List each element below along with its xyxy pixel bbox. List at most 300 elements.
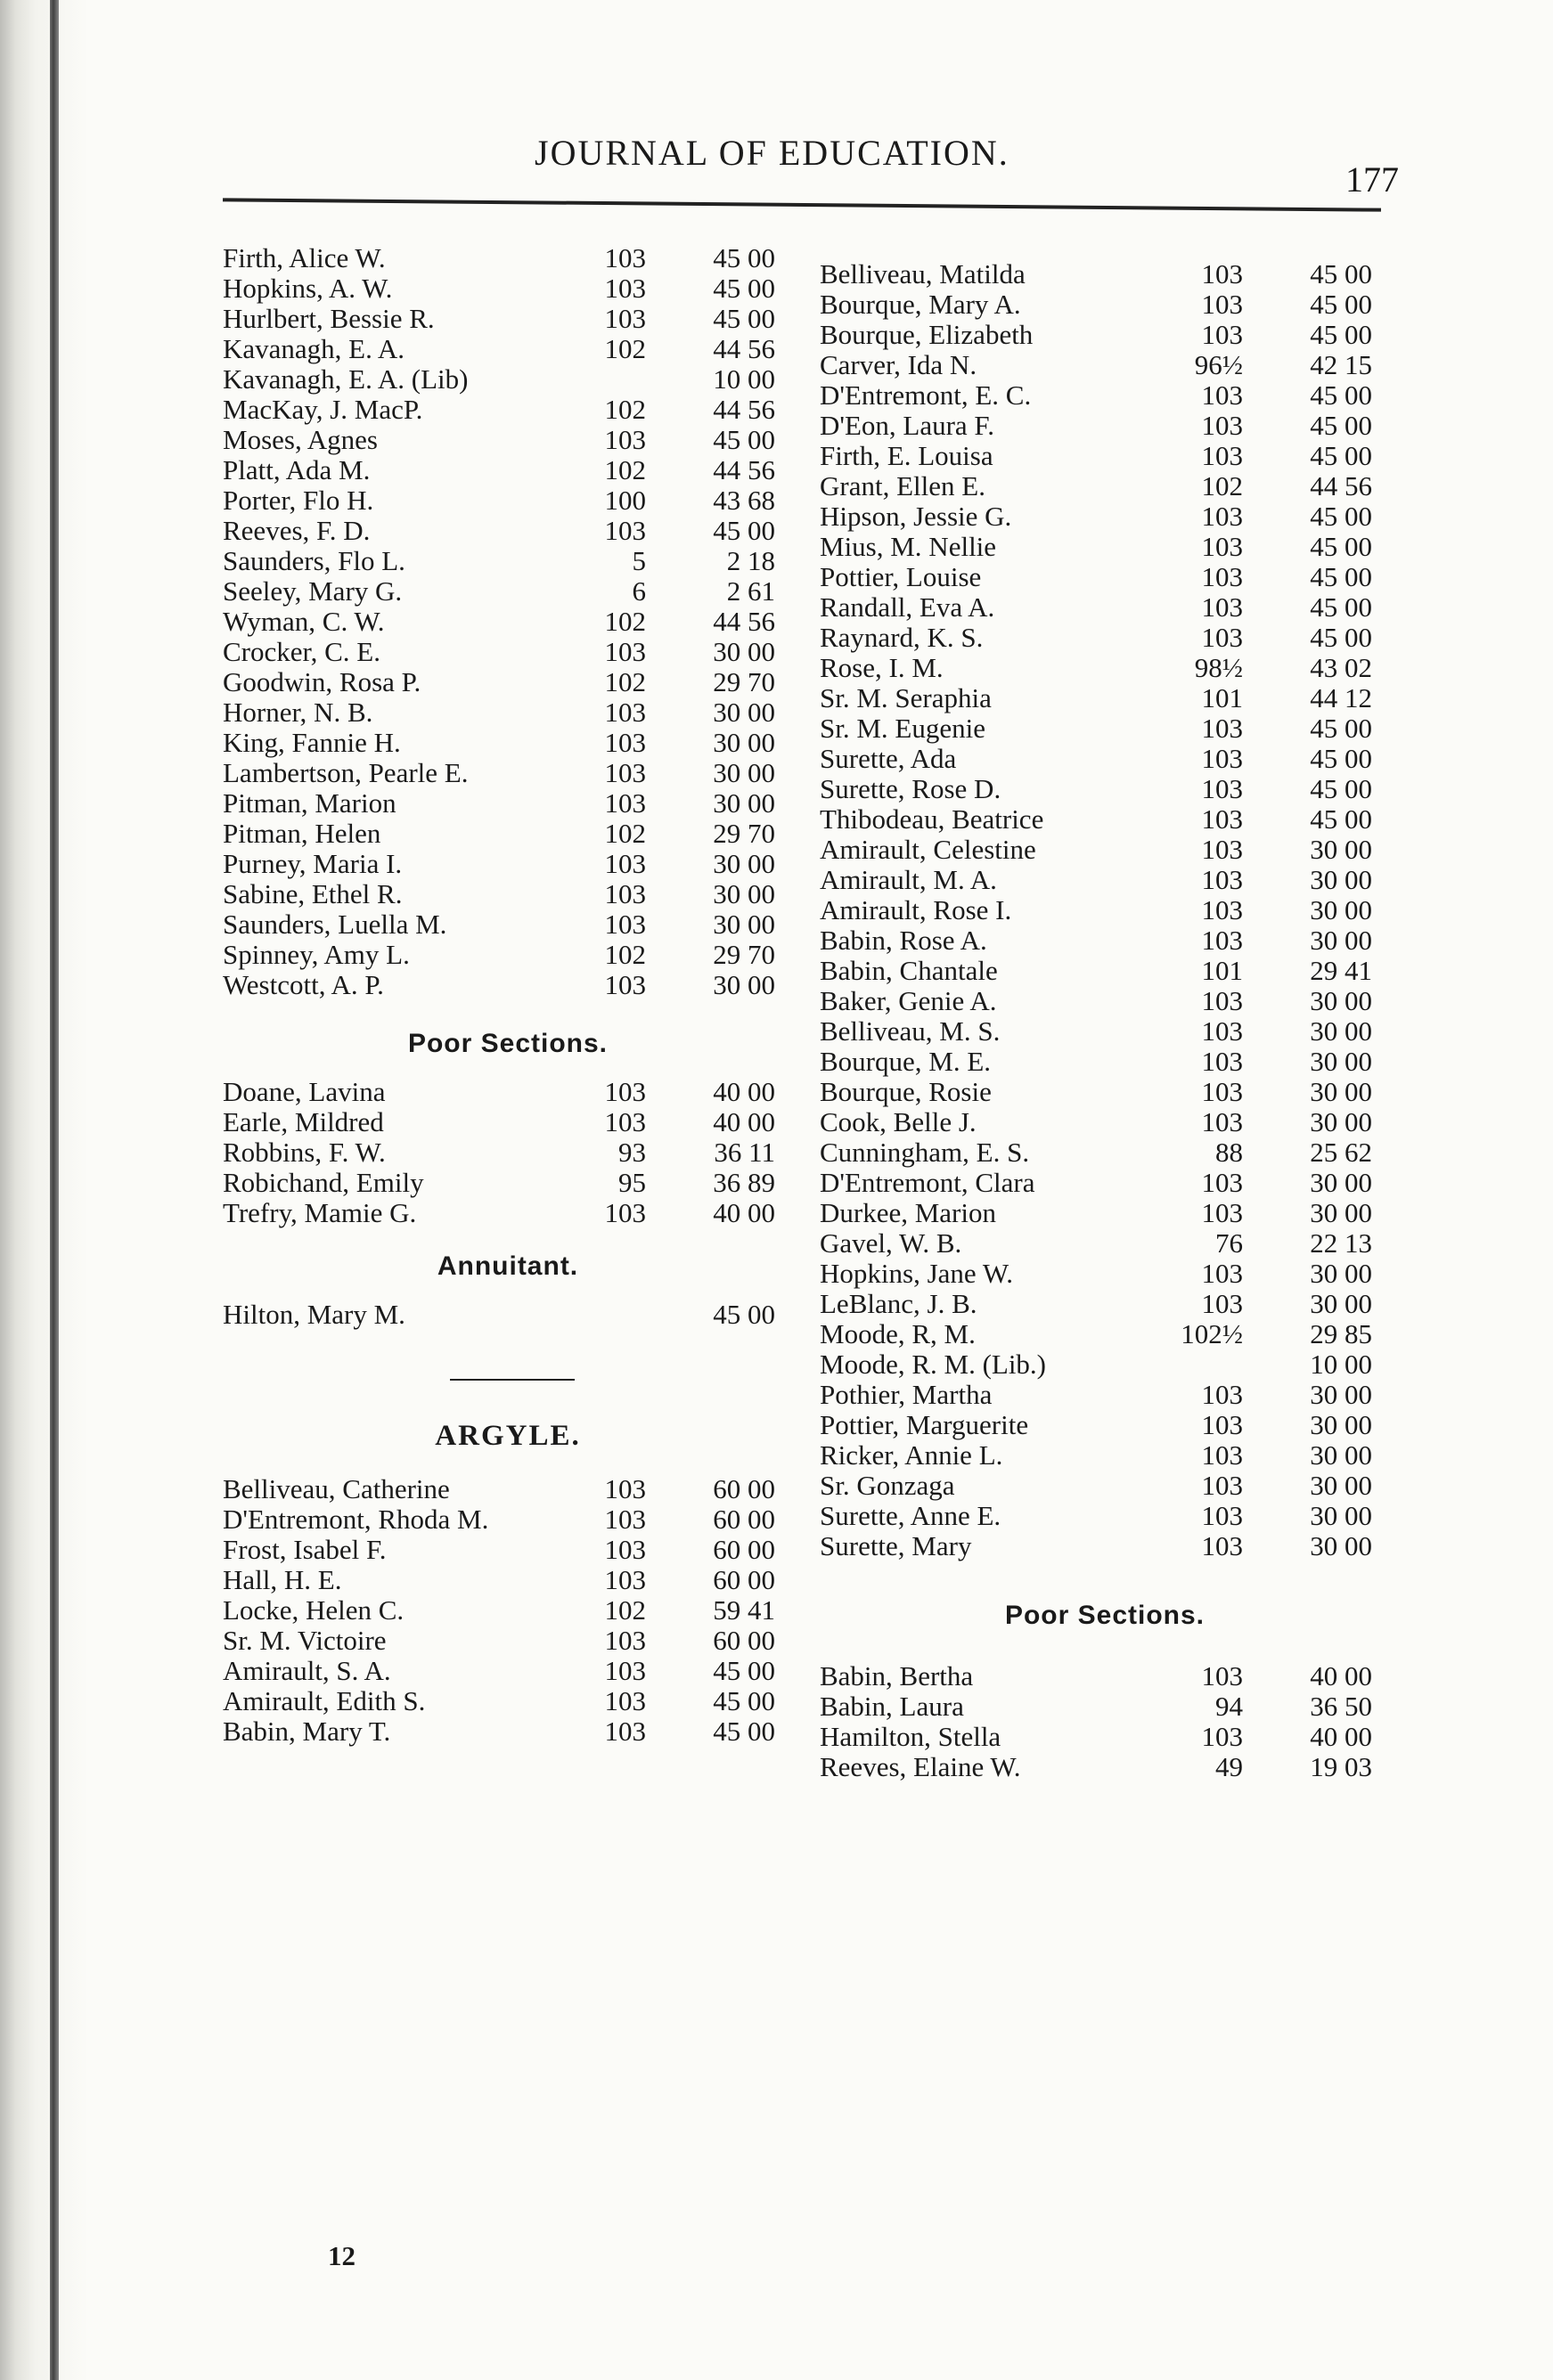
entry-amount: 43 02 [1310, 652, 1372, 683]
list-item [820, 258, 1390, 289]
entry-grade: 103 [604, 515, 646, 546]
list-item [223, 1137, 793, 1167]
entry-amount: 45 00 [1310, 258, 1372, 289]
signature-mark: 12 [328, 2240, 356, 2271]
list-item [223, 606, 793, 636]
entry-name: Rose, I. M. [820, 652, 944, 683]
list-item [223, 1504, 793, 1534]
list-item [820, 1288, 1390, 1318]
entry-amount: 45 00 [1310, 591, 1372, 623]
entry-name: Amirault, Celestine [820, 834, 1036, 865]
list-item [223, 363, 793, 394]
entry-name: Bourque, Elizabeth [820, 319, 1034, 350]
entry-amount: 30 00 [1310, 1167, 1372, 1198]
entry-amount: 30 00 [1310, 834, 1372, 865]
entry-grade: 103 [1201, 1015, 1243, 1047]
list-item [820, 1167, 1390, 1197]
list-item [820, 531, 1390, 561]
entry-name: Pitman, Helen [223, 818, 381, 849]
header-rule [223, 198, 1381, 211]
entry-grade: 5 [632, 545, 646, 576]
list-item [820, 410, 1390, 440]
entry-amount: 30 00 [1310, 864, 1372, 895]
annuitant-heading: Annuitant. [437, 1251, 579, 1281]
page-number: 177 [1345, 159, 1399, 200]
entry-grade: 102 [604, 394, 646, 425]
entry-grade: 6 [632, 575, 646, 607]
list-item [223, 878, 793, 909]
list-item [223, 424, 793, 454]
right-list-main [820, 258, 1390, 1561]
left-poor-sections-heading: Poor Sections. [407, 1029, 609, 1058]
list-item [820, 803, 1390, 834]
entry-grade: 103 [1201, 864, 1243, 895]
entry-name: Hamilton, Stella [820, 1721, 1001, 1752]
entry-grade: 103 [1201, 803, 1243, 835]
list-item [223, 545, 793, 575]
entry-amount: 30 00 [1310, 1500, 1372, 1531]
list-item [820, 682, 1390, 713]
entry-name: Robichand, Emily [223, 1167, 424, 1198]
entry-amount: 45 00 [713, 1716, 775, 1747]
running-head-title: JOURNAL OF EDUCATION. [535, 133, 1009, 173]
entry-grade: 103 [604, 1504, 646, 1535]
entry-name: Bourque, M. E. [820, 1046, 992, 1077]
list-item [223, 575, 793, 606]
entry-name: Pottier, Louise [820, 561, 982, 592]
list-item [223, 454, 793, 485]
entry-name: Westcott, A. P. [223, 969, 384, 1000]
entry-amount: 30 00 [713, 787, 775, 819]
list-item [820, 1409, 1390, 1439]
entry-grade: 103 [1201, 1046, 1243, 1077]
list-item [820, 743, 1390, 773]
entry-grade: 103 [604, 727, 646, 758]
entry-grade: 103 [1201, 834, 1243, 865]
entry-grade: 103 [604, 757, 646, 788]
list-item [223, 1716, 793, 1746]
entry-name: Hipson, Jessie G. [820, 501, 1012, 532]
entry-grade: 102 [604, 1594, 646, 1626]
entry-name: King, Fannie H. [223, 727, 401, 758]
entry-grade: 49 [1215, 1751, 1243, 1782]
entry-amount: 60 00 [713, 1564, 775, 1595]
entry-grade: 103 [1201, 894, 1243, 925]
entry-name: Ricker, Annie L. [820, 1439, 1003, 1471]
entry-name: Hurlbert, Bessie R. [223, 303, 435, 334]
entry-amount: 40 00 [1310, 1721, 1372, 1752]
list-item [223, 848, 793, 878]
entry-name: Horner, N. B. [223, 697, 373, 728]
entry-amount: 44 56 [713, 394, 775, 425]
list-item [820, 622, 1390, 652]
entry-grade: 102 [604, 818, 646, 849]
entry-grade: 102 [604, 606, 646, 637]
entry-grade: 103 [1201, 410, 1243, 441]
entry-name: Reeves, Elaine W. [820, 1751, 1021, 1782]
entry-name: Hopkins, A. W. [223, 273, 393, 304]
entry-amount: 30 00 [1310, 985, 1372, 1016]
entry-grade: 103 [1201, 591, 1243, 623]
list-item [223, 727, 793, 757]
entry-grade: 101 [1201, 955, 1243, 986]
entry-grade: 102 [604, 939, 646, 970]
argyle-list [223, 1473, 793, 1746]
entry-amount: 45 00 [713, 273, 775, 304]
list-item [223, 1594, 793, 1625]
list-item [223, 1299, 793, 1329]
entry-amount: 45 00 [1310, 501, 1372, 532]
entry-name: Platt, Ada M. [223, 454, 371, 485]
entry-name: Baker, Genie A. [820, 985, 997, 1016]
entry-amount: 30 00 [713, 878, 775, 909]
entry-name: Kavanagh, E. A. (Lib) [223, 363, 469, 395]
entry-amount: 30 00 [1310, 1288, 1372, 1319]
entry-name: Surette, Anne E. [820, 1500, 1001, 1531]
entry-amount: 30 00 [713, 727, 775, 758]
list-item [223, 394, 793, 424]
entry-grade: 103 [1201, 713, 1243, 744]
list-item [820, 1106, 1390, 1137]
list-item [223, 1197, 793, 1227]
entry-grade: 102 [604, 666, 646, 697]
list-item [820, 773, 1390, 803]
entry-name: Cunningham, E. S. [820, 1137, 1030, 1168]
entry-grade: 101 [1201, 682, 1243, 713]
entry-name: Saunders, Flo L. [223, 545, 405, 576]
entry-amount: 2 61 [726, 575, 775, 607]
entry-amount: 40 00 [713, 1076, 775, 1107]
list-item [820, 1439, 1390, 1470]
entry-amount: 45 00 [713, 424, 775, 455]
list-item [820, 1227, 1390, 1258]
list-item [820, 1318, 1390, 1349]
entry-amount: 60 00 [713, 1625, 775, 1656]
list-item [820, 379, 1390, 410]
entry-amount: 30 00 [713, 909, 775, 940]
list-item [820, 1015, 1390, 1046]
entry-amount: 45 00 [1310, 773, 1372, 804]
entry-name: Pitman, Marion [223, 787, 396, 819]
entry-name: Surette, Ada [820, 743, 957, 774]
page-binding-shadow [0, 0, 89, 2380]
entry-grade: 103 [604, 1473, 646, 1504]
entry-grade: 102 [1201, 470, 1243, 501]
list-item [223, 1473, 793, 1504]
entry-amount: 44 12 [1310, 682, 1372, 713]
annuitant-list [223, 1299, 793, 1329]
entry-name: Babin, Rose A. [820, 925, 987, 956]
list-item [223, 666, 793, 697]
entry-grade: 88 [1215, 1137, 1243, 1168]
entry-grade: 103 [604, 1716, 646, 1747]
entry-amount: 30 00 [713, 697, 775, 728]
entry-amount: 10 00 [713, 363, 775, 395]
entry-name: Sabine, Ethel R. [223, 878, 403, 909]
entry-amount: 44 56 [1310, 470, 1372, 501]
entry-amount: 10 00 [1310, 1349, 1372, 1380]
list-item [820, 440, 1390, 470]
list-item [820, 985, 1390, 1015]
entry-amount: 59 41 [713, 1594, 775, 1626]
entry-name: Belliveau, Catherine [223, 1473, 450, 1504]
entry-grade: 103 [604, 878, 646, 909]
entry-amount: 60 00 [713, 1473, 775, 1504]
entry-grade: 93 [618, 1137, 646, 1168]
entry-amount: 45 00 [713, 1685, 775, 1716]
entry-name: Lambertson, Pearle E. [223, 757, 469, 788]
entry-name: D'Entremont, Clara [820, 1167, 1035, 1198]
list-item [820, 834, 1390, 864]
entry-grade: 103 [1201, 379, 1243, 411]
entry-name: Surette, Mary [820, 1530, 972, 1561]
list-item [223, 1106, 793, 1137]
entry-name: Locke, Helen C. [223, 1594, 405, 1626]
list-item [820, 1137, 1390, 1167]
entry-amount: 29 41 [1310, 955, 1372, 986]
list-item [820, 1691, 1390, 1721]
entry-grade: 103 [1201, 622, 1243, 653]
entry-amount: 43 68 [713, 485, 775, 516]
entry-name: Reeves, F. D. [223, 515, 371, 546]
entry-name: Crocker, C. E. [223, 636, 380, 667]
entry-name: Cook, Belle J. [820, 1106, 977, 1137]
entry-amount: 45 00 [1310, 289, 1372, 320]
entry-amount: 45 00 [713, 303, 775, 334]
list-item [820, 925, 1390, 955]
entry-name: LeBlanc, J. B. [820, 1288, 977, 1319]
entry-amount: 30 00 [1310, 894, 1372, 925]
entry-grade: 103 [604, 1534, 646, 1565]
list-item [223, 273, 793, 303]
list-item [820, 652, 1390, 682]
entry-name: Surette, Rose D. [820, 773, 1001, 804]
entry-grade: 103 [604, 1625, 646, 1656]
entry-grade: 103 [1201, 1197, 1243, 1228]
entry-amount: 45 00 [1310, 410, 1372, 441]
entry-grade: 103 [604, 697, 646, 728]
entry-name: Hall, H. E. [223, 1564, 342, 1595]
list-item [820, 561, 1390, 591]
entry-name: Firth, E. Louisa [820, 440, 993, 471]
entry-grade: 100 [604, 485, 646, 516]
list-item [820, 1197, 1390, 1227]
entry-amount: 60 00 [713, 1504, 775, 1535]
entry-amount: 36 89 [713, 1167, 775, 1198]
list-item [820, 1751, 1390, 1781]
entry-amount: 40 00 [713, 1106, 775, 1137]
entry-name: Hilton, Mary M. [223, 1299, 405, 1330]
entry-amount: 30 00 [1310, 925, 1372, 956]
entry-name: Raynard, K. S. [820, 622, 984, 653]
entry-grade: 103 [604, 273, 646, 304]
entry-amount: 45 00 [1310, 319, 1372, 350]
entry-grade: 103 [604, 636, 646, 667]
list-item [820, 501, 1390, 531]
entry-name: Pottier, Marguerite [820, 1409, 1029, 1440]
list-item [223, 242, 793, 273]
entry-amount: 29 85 [1310, 1318, 1372, 1349]
list-item [820, 1046, 1390, 1076]
entry-name: Goodwin, Rosa P. [223, 666, 421, 697]
entry-grade: 103 [1201, 1258, 1243, 1289]
entry-amount: 30 00 [713, 757, 775, 788]
entry-amount: 44 56 [713, 454, 775, 485]
entry-amount: 30 00 [1310, 1046, 1372, 1077]
section-divider [223, 1352, 793, 1404]
entry-name: D'Entremont, Rhoda M. [223, 1504, 489, 1535]
list-item [223, 636, 793, 666]
entry-name: Purney, Maria I. [223, 848, 403, 879]
entry-name: Babin, Bertha [820, 1660, 974, 1691]
list-item [820, 591, 1390, 622]
entry-name: Earle, Mildred [223, 1106, 384, 1137]
list-item [820, 289, 1390, 319]
entry-name: Hopkins, Jane W. [820, 1258, 1013, 1289]
entry-amount: 30 00 [1310, 1409, 1372, 1440]
entry-name: Durkee, Marion [820, 1197, 996, 1228]
entry-name: Mius, M. Nellie [820, 531, 997, 562]
entry-grade: 103 [604, 303, 646, 334]
entry-name: D'Entremont, E. C. [820, 379, 1032, 411]
entry-amount: 40 00 [713, 1197, 775, 1228]
list-item [223, 1625, 793, 1655]
entry-grade: 103 [1201, 531, 1243, 562]
entry-name: Gavel, W. B. [820, 1227, 962, 1259]
entry-amount: 42 15 [1310, 349, 1372, 380]
entry-name: Amirault, Edith S. [223, 1685, 426, 1716]
entry-amount: 30 00 [713, 969, 775, 1000]
entry-grade: 103 [1201, 1106, 1243, 1137]
entry-grade: 103 [1201, 258, 1243, 289]
entry-amount: 30 00 [713, 636, 775, 667]
list-item [820, 894, 1390, 925]
entry-grade: 103 [1201, 1660, 1243, 1691]
entry-name: Randall, Eva A. [820, 591, 995, 623]
entry-amount: 36 11 [714, 1137, 775, 1168]
entry-name: Firth, Alice W. [223, 242, 386, 273]
entry-amount: 45 00 [1310, 379, 1372, 411]
entry-grade: 103 [604, 909, 646, 940]
entry-grade: 103 [1201, 561, 1243, 592]
entry-grade: 103 [1201, 1409, 1243, 1440]
entry-grade: 103 [1201, 1167, 1243, 1198]
entry-amount: 29 70 [713, 939, 775, 970]
list-item [223, 485, 793, 515]
list-item [820, 1258, 1390, 1288]
list-item [820, 1530, 1390, 1561]
list-item [223, 939, 793, 969]
entry-grade: 103 [604, 848, 646, 879]
entry-grade: 103 [1201, 1721, 1243, 1752]
entry-amount: 2 18 [726, 545, 775, 576]
entry-name: Porter, Flo H. [223, 485, 374, 516]
entry-name: D'Eon, Laura F. [820, 410, 994, 441]
list-item [223, 303, 793, 333]
list-item [223, 909, 793, 939]
entry-amount: 45 00 [1310, 561, 1372, 592]
right-poor-sections-heading: Poor Sections. [1004, 1601, 1206, 1630]
entry-grade: 103 [604, 1106, 646, 1137]
entry-name: Kavanagh, E. A. [223, 333, 405, 364]
entry-name: Bourque, Rosie [820, 1076, 992, 1107]
entry-amount: 30 00 [1310, 1015, 1372, 1047]
entry-name: Moode, R, M. [820, 1318, 976, 1349]
entry-amount: 45 00 [1310, 622, 1372, 653]
entry-name: Amirault, Rose I. [820, 894, 1012, 925]
entry-name: Babin, Chantale [820, 955, 998, 986]
entry-grade: 95 [618, 1167, 646, 1198]
entry-amount: 45 00 [713, 1655, 775, 1686]
entry-grade: 103 [1201, 1500, 1243, 1531]
entry-grade: 103 [1201, 985, 1243, 1016]
entry-name: Babin, Laura [820, 1691, 964, 1722]
entry-name: Pothier, Martha [820, 1379, 993, 1410]
entry-name: Robbins, F. W. [223, 1137, 386, 1168]
entry-amount: 45 00 [1310, 803, 1372, 835]
entry-grade: 103 [1201, 319, 1243, 350]
entry-grade: 96½ [1194, 349, 1243, 380]
list-item [223, 1685, 793, 1716]
list-item [820, 864, 1390, 894]
entry-amount: 25 62 [1310, 1137, 1372, 1168]
entry-amount: 29 70 [713, 666, 775, 697]
entry-amount: 30 00 [1310, 1106, 1372, 1137]
list-item [820, 1349, 1390, 1379]
list-item [223, 1076, 793, 1106]
entry-grade: 103 [604, 242, 646, 273]
list-item [820, 1721, 1390, 1751]
entry-grade: 103 [604, 1564, 646, 1595]
entry-name: Saunders, Luella M. [223, 909, 447, 940]
entry-name: Thibodeau, Beatrice [820, 803, 1044, 835]
list-item [223, 1167, 793, 1197]
entry-amount: 45 00 [1310, 440, 1372, 471]
entry-grade: 103 [1201, 1530, 1243, 1561]
entry-amount: 29 70 [713, 818, 775, 849]
entry-amount: 45 00 [1310, 713, 1372, 744]
entry-grade: 103 [604, 1655, 646, 1686]
list-item [820, 319, 1390, 349]
entry-grade: 103 [1201, 1288, 1243, 1319]
entry-name: Amirault, M. A. [820, 864, 997, 895]
entry-amount: 36 50 [1310, 1691, 1372, 1722]
list-item [223, 333, 793, 363]
list-item [820, 1470, 1390, 1500]
entry-grade: 103 [1201, 925, 1243, 956]
entry-name: Carver, Ida N. [820, 349, 977, 380]
entry-name: Wyman, C. W. [223, 606, 385, 637]
entry-grade: 76 [1215, 1227, 1243, 1259]
list-item [223, 969, 793, 999]
list-item [223, 1534, 793, 1564]
right-poor-sections-list [820, 1660, 1390, 1781]
entry-grade: 103 [1201, 1076, 1243, 1107]
left-poor-sections-list [223, 1076, 793, 1227]
list-item [820, 713, 1390, 743]
entry-name: Belliveau, Matilda [820, 258, 1026, 289]
entry-name: Doane, Lavina [223, 1076, 386, 1107]
list-item [820, 1500, 1390, 1530]
list-item [820, 1379, 1390, 1409]
entry-amount: 30 00 [1310, 1439, 1372, 1471]
entry-name: Sr. M. Victoire [223, 1625, 387, 1656]
entry-grade: 103 [1201, 289, 1243, 320]
list-item [820, 349, 1390, 379]
list-item [820, 1660, 1390, 1691]
entry-name: Moses, Agnes [223, 424, 378, 455]
entry-grade: 103 [1201, 501, 1243, 532]
